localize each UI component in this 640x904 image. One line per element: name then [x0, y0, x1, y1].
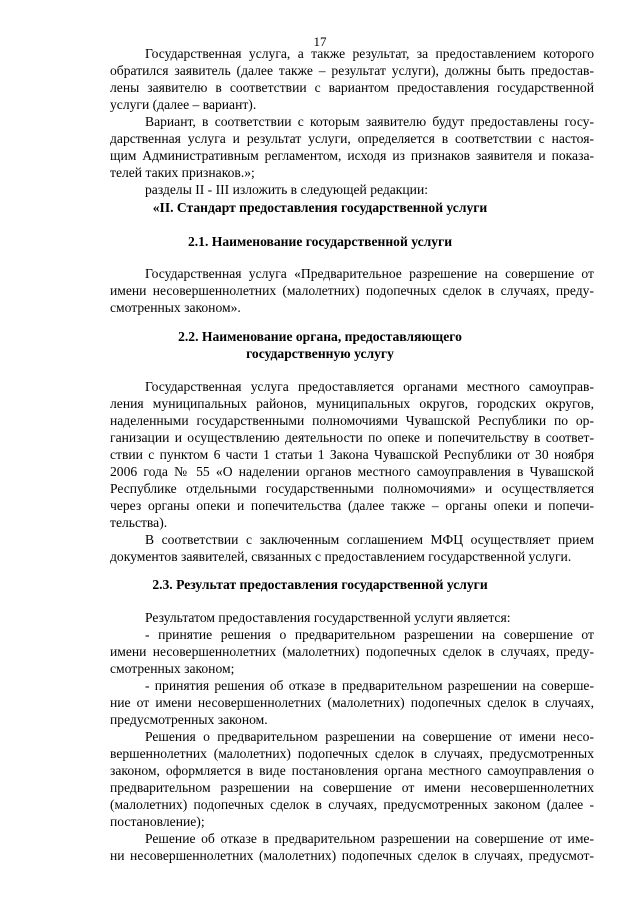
text-line: Государственная услуга, а также результат, за предоставлением которого	[145, 46, 594, 61]
text-line: услуги (далее – вариант).	[110, 97, 257, 112]
text-line: телей таких признаков.»;	[110, 165, 255, 180]
text-line: Решение об отказе в предварительном разрешении на совершение от име-	[145, 831, 594, 846]
text-line: Республике отдельными государственными полномочиями» и осуществляется	[110, 481, 594, 496]
text-line: 2006 года № 55 «О наделении органов местного самоуправления в Чувашской	[110, 464, 594, 479]
text-line: ни несовершеннолетних (малолетних) подопечных сделок в случаях, предусмот-	[110, 848, 594, 863]
text-line: Решения о предварительном разрешении на совершение от имени несо-	[145, 729, 594, 744]
text-line: имени несовершеннолетних (малолетних) подопечных сделок в случаях, преду-	[110, 283, 594, 298]
page-number: 17	[313, 34, 327, 49]
text-line: В соответствии с заключенным соглашением МФЦ осуществляет прием	[145, 532, 594, 547]
text-line: - принятия решения об отказе в предварительном разрешении на соверше-	[145, 678, 594, 693]
subsection-heading-2-2: государственную услугу	[246, 346, 394, 361]
subsection-heading-2-1: 2.1. Наименование государственной услуги	[187, 234, 453, 249]
text-line: ние от имени несовершеннолетних (малолетних) подопечных сделок в случаях,	[110, 695, 594, 710]
text-line: предварительном разрешении на совершение от имени несовершеннолетних	[110, 780, 594, 795]
text-line: обратился заявитель (далее также – результат услуги), должны быть предостав-	[110, 63, 594, 78]
text-line: наделенными государственными полномочиями Чувашской Республики по ор-	[110, 413, 594, 428]
text-line: тельства).	[110, 515, 168, 530]
text-line: Государственная услуга «Предварительное разрешение на совершение от	[145, 266, 594, 281]
text-line: Результатом предоставления государственной услуги является:	[145, 610, 511, 625]
text-line: имени несовершеннолетних (малолетних) подопечных сделок в случаях, преду-	[110, 644, 594, 659]
text-line: смотренных законом;	[110, 661, 235, 676]
text-line: смотренных законом».	[110, 300, 241, 315]
section-heading: «II. Стандарт предоставления государственной услуги	[152, 200, 488, 215]
text-line: - принятие решения о предварительном разрешении на совершение от	[145, 627, 594, 642]
text-line: ствии с пунктом 6 части 1 статьи 1 Закона Чувашской Республики от 30 ноября	[110, 447, 594, 462]
text-line: ления муниципальных районов, муниципальных округов, городских округов,	[110, 396, 594, 411]
text-line: документов заявителей, связанных с предоставлением государственной услуги.	[110, 549, 572, 564]
text-line: (малолетних) подопечных сделок в случаях, предусмотренных законом (далее -	[110, 797, 594, 812]
text-line: предусмотренных законом.	[110, 712, 268, 727]
text-line: Вариант, в соответствии с которым заявителю будут предоставлены госу-	[145, 114, 594, 129]
text-line: Государственная услуга предоставляется органами местного самоуправ-	[145, 379, 594, 394]
text-line: вершеннолетних (малолетних) подопечных сделок в случаях, предусмотренных	[110, 746, 594, 761]
text-line: через органы опеки и попечительства (далее также – органы опеки и попечи-	[110, 498, 594, 513]
text-line: лены заявителю в соответствии с вариантом предоставления государственной	[110, 80, 594, 95]
text-line: законом, оформляется в виде постановления органа местного самоуправления о	[110, 763, 594, 778]
text-line: постановление);	[110, 814, 205, 829]
text-line: ганизации и осуществлению деятельности по опеке и попечительству в соответ-	[110, 430, 594, 445]
subsection-heading-2-3: 2.3. Результат предоставления государственной услуги	[152, 577, 488, 592]
text-line: разделы II - III изложить в следующей редакции:	[145, 182, 429, 197]
text-line: дарственная услуга и результат услуги, определяется в соответствии с настоя-	[110, 131, 594, 146]
subsection-heading-2-2: 2.2. Наименование органа, предоставляющего	[178, 329, 462, 344]
text-line: щим Административным регламентом, исходя из признаков заявителя и показа-	[110, 148, 594, 163]
